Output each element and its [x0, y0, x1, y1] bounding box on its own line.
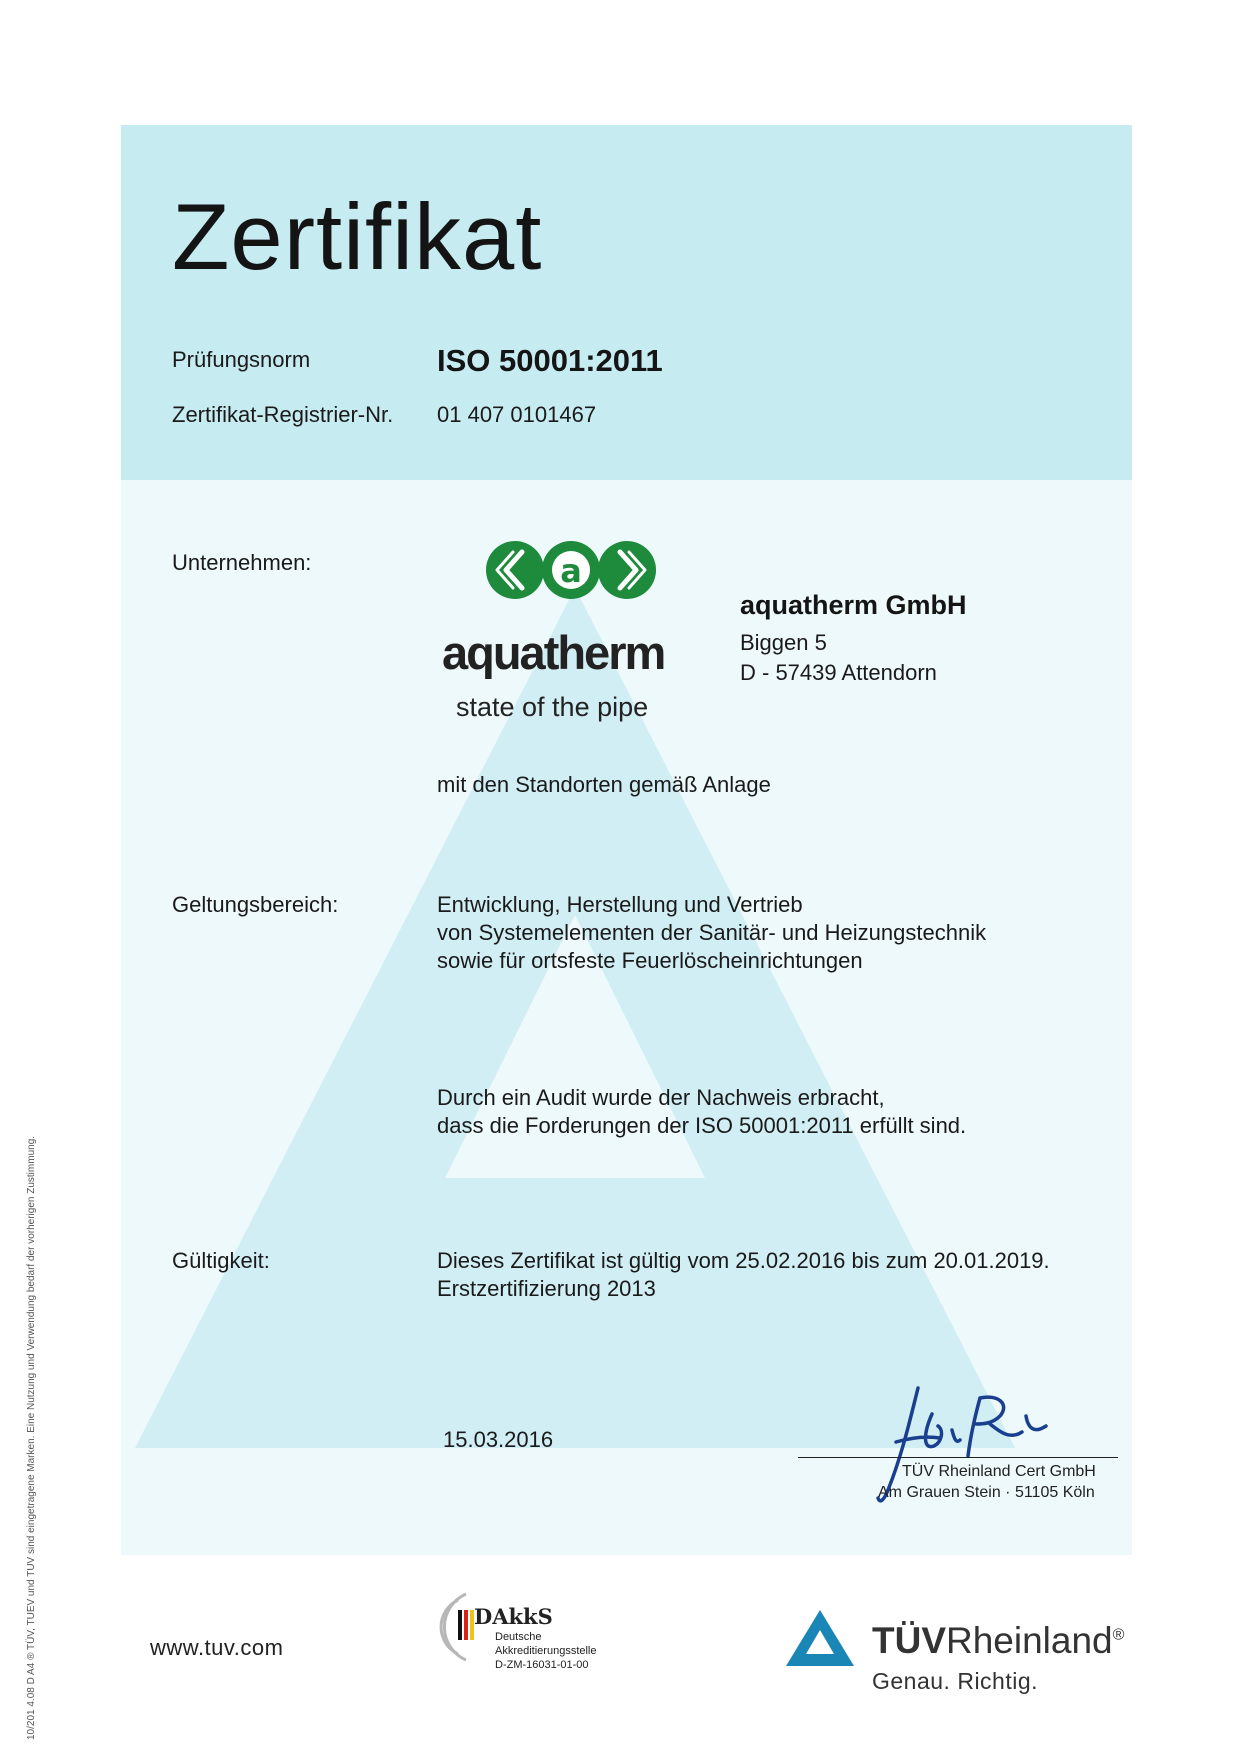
issue-date: 15.03.2016: [443, 1427, 554, 1452]
standard-value: ISO 50001:2011: [437, 343, 663, 378]
issuer-name: TÜV Rheinland Cert GmbH: [902, 1463, 1096, 1480]
tuv-brand-rest: Rheinland: [946, 1620, 1113, 1661]
scope-label: Geltungsbereich:: [172, 892, 339, 917]
audit-line: Durch ein Audit wurde der Nachweis erbracht,: [437, 1085, 885, 1110]
issuer-address: Am Grauen Stein · 51105 Köln: [878, 1484, 1095, 1501]
standard-label: Prüfungsnorm: [172, 347, 311, 372]
dakks-logo-icon: [408, 1582, 478, 1672]
validity-line: Dieses Zertifikat ist gültig vom 25.02.2016 bis zum 20.01.2019.: [437, 1248, 1050, 1273]
sites-note: mit den Standorten gemäß Anlage: [437, 772, 771, 797]
tuv-triangle-icon: [784, 1606, 856, 1668]
certificate-title: Zertifikat: [172, 184, 543, 289]
scope-line: von Systemelementen der Sanitär- und Heizungstechnik: [437, 920, 987, 945]
validity-label: Gültigkeit:: [172, 1248, 270, 1273]
logo-letter: a: [560, 552, 582, 590]
scope-line: Entwicklung, Herstellung und Vertrieb: [437, 892, 803, 917]
company-city: D - 57439 Attendorn: [740, 660, 937, 685]
dakks-line: D-ZM-16031-01-00: [495, 1659, 589, 1671]
tuv-tagline: Genau. Richtig.: [872, 1668, 1039, 1694]
dakks-line: Deutsche: [495, 1631, 542, 1643]
dakks-name: DAkkS: [474, 1604, 553, 1629]
dakks-line: Akkreditierungsstelle: [495, 1645, 597, 1657]
website-link[interactable]: www.tuv.com: [150, 1635, 284, 1660]
logo-wordmark: aquatherm: [442, 626, 665, 679]
tuv-brand: [872, 1620, 1124, 1662]
registration-label: Zertifikat-Registrier-Nr.: [172, 402, 394, 427]
logo-tagline: state of the pipe: [456, 692, 649, 722]
validity-line: Erstzertifizierung 2013: [437, 1276, 656, 1301]
audit-line: dass die Forderungen der ISO 50001:2011 erfüllt sind.: [437, 1113, 967, 1138]
aquatherm-logo-icon: [484, 538, 659, 602]
registration-value: 01 407 0101467: [437, 402, 597, 427]
trademark-side-note: 10/201 4.08 D A4 ® TÜV, TUEV und TUV sind eingetragene Marken. Eine Nutzung und Verwendung bedarf der vorherigen Zustimmung.: [26, 1135, 37, 1740]
company-label: Unternehmen:: [172, 550, 312, 575]
registered-mark: ®: [1112, 1626, 1125, 1644]
company-name: aquatherm GmbH: [740, 590, 967, 620]
signature-line: [798, 1457, 1118, 1458]
company-street: Biggen 5: [740, 630, 827, 655]
scope-line: sowie für ortsfeste Feuerlöscheinrichtungen: [437, 948, 863, 973]
tuv-brand-bold: TÜV: [872, 1620, 946, 1661]
